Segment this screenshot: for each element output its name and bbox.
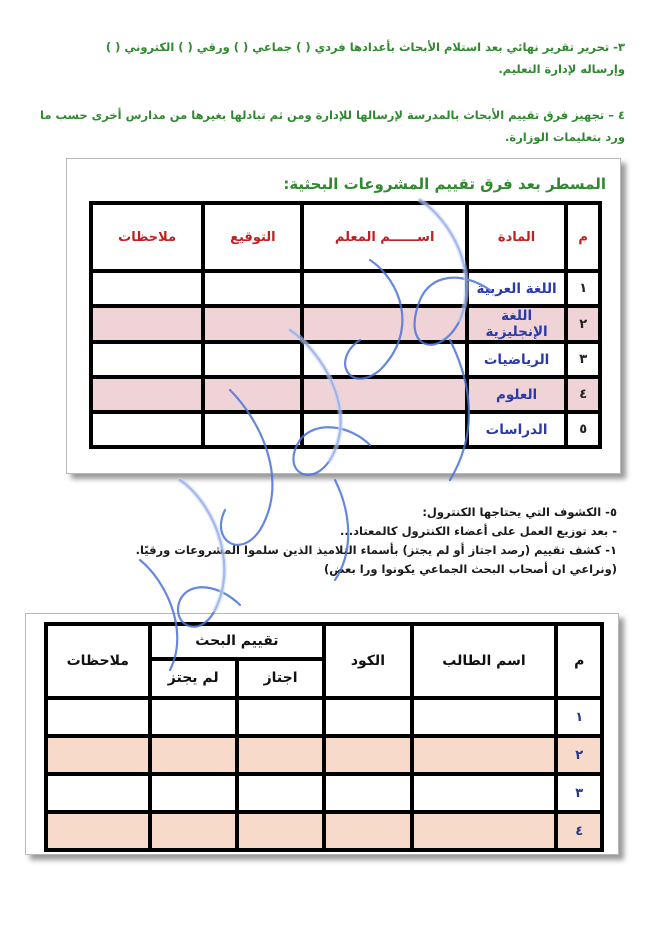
students-table-header-row-1: [46, 624, 602, 659]
teacher-name-cell[interactable]: [302, 306, 466, 342]
students-table-box: [25, 613, 619, 855]
notes-cell[interactable]: [46, 736, 150, 774]
row-number: ٢: [566, 306, 600, 342]
row-subject: الدراسات: [467, 412, 567, 447]
header-student-name: اسم الطالب: [412, 624, 557, 698]
paragraph-3-line-2: وإرساله لإدارة التعليم.: [498, 62, 625, 76]
row-number: ٤: [556, 812, 602, 850]
row-number: ٣: [566, 342, 600, 377]
not-passed-cell[interactable]: [150, 698, 237, 736]
header-passed: اجتاز: [237, 659, 324, 698]
notes-cell[interactable]: [91, 306, 203, 342]
header-not-passed: لم يجتز: [150, 659, 237, 698]
students-evaluation-table: [44, 622, 604, 852]
row-subject: الرياضيات: [467, 342, 567, 377]
row-number: ٤: [566, 377, 600, 412]
paragraph-4: [30, 104, 625, 148]
row-number: ١: [566, 271, 600, 306]
row-number: ٥: [566, 412, 600, 447]
header-subject: المادة: [467, 203, 567, 271]
teachers-table-title: المسطر بعد فرق تقييم المشروعات البحثية:: [283, 175, 606, 193]
row-subject: العلوم: [467, 377, 567, 412]
table-row: [91, 271, 600, 306]
control-line-4: (ونراعي ان أصحاب البحث الجماعي يكونوا ورا بعض): [324, 562, 617, 576]
notes-cell[interactable]: [91, 271, 203, 306]
code-cell[interactable]: [324, 698, 411, 736]
header-notes: ملاحظات: [91, 203, 203, 271]
paragraph-4-line-2: ورد بتعليمات الوزارة.: [505, 130, 625, 144]
not-passed-cell[interactable]: [150, 736, 237, 774]
header-number: م: [556, 624, 602, 698]
not-passed-cell[interactable]: [150, 812, 237, 850]
control-line-2: - بعد توزيع العمل على أعضاء الكنترول كالمعتاد...: [340, 524, 617, 538]
code-cell[interactable]: [324, 736, 411, 774]
signature-cell[interactable]: [203, 412, 302, 447]
paragraph-4-line-1: ٤ – تجهيز فرق تقييم الأبحاث بالمدرسة لإرسالها للإدارة ومن ثم تبادلها بغيرها من مدارس أخرى حسب ما: [40, 108, 625, 122]
paragraph-3-line-1: ٣- تحرير تقرير نهائي بعد استلام الأبحاث بأعدادها فردي ( ) جماعي ( ) ورقي ( ) الكتروني ( ): [105, 40, 625, 54]
passed-cell[interactable]: [237, 698, 324, 736]
header-notes: ملاحظات: [46, 624, 150, 698]
passed-cell[interactable]: [237, 736, 324, 774]
header-number: م: [566, 203, 600, 271]
teachers-table-header: [91, 203, 600, 271]
code-cell[interactable]: [324, 774, 411, 812]
student-name-cell[interactable]: [412, 774, 557, 812]
header-signature: التوقيع: [203, 203, 302, 271]
signature-cell[interactable]: [203, 271, 302, 306]
passed-cell[interactable]: [237, 774, 324, 812]
table-row: [46, 698, 602, 736]
row-subject: اللغة الإنجليزية: [467, 306, 567, 342]
paragraph-3: [30, 36, 625, 80]
teacher-name-cell[interactable]: [302, 412, 466, 447]
notes-cell[interactable]: [46, 774, 150, 812]
control-line-3: ١- كشف تقييم (رصد اجتاز أو لم يجتز) بأسماء التلاميذ الذين سلموا المشروعات ورقيًا.: [135, 543, 617, 557]
teacher-name-cell[interactable]: [302, 377, 466, 412]
table-row: [46, 736, 602, 774]
header-code: الكود: [324, 624, 411, 698]
table-row: [91, 412, 600, 447]
notes-cell[interactable]: [91, 342, 203, 377]
signature-cell[interactable]: [203, 306, 302, 342]
signature-cell[interactable]: [203, 342, 302, 377]
header-teacher-name: اســــــم المعلم: [302, 203, 466, 271]
row-subject: اللغة العربية: [467, 271, 567, 306]
table-row: [46, 812, 602, 850]
student-name-cell[interactable]: [412, 812, 557, 850]
control-heading: ٥- الكشوف التي يحتاجها الكنترول:: [422, 505, 617, 519]
table-row: [46, 774, 602, 812]
teachers-table-box: [66, 158, 621, 474]
row-number: ٢: [556, 736, 602, 774]
code-cell[interactable]: [324, 812, 411, 850]
control-section: [30, 503, 617, 579]
student-name-cell[interactable]: [412, 736, 557, 774]
notes-cell[interactable]: [91, 377, 203, 412]
row-number: ١: [556, 698, 602, 736]
student-name-cell[interactable]: [412, 698, 557, 736]
teachers-table: [89, 201, 602, 449]
teacher-name-cell[interactable]: [302, 342, 466, 377]
signature-cell[interactable]: [203, 377, 302, 412]
notes-cell[interactable]: [46, 698, 150, 736]
notes-cell[interactable]: [91, 412, 203, 447]
teacher-name-cell[interactable]: [302, 271, 466, 306]
notes-cell[interactable]: [46, 812, 150, 850]
table-row: [91, 377, 600, 412]
table-row: [91, 306, 600, 342]
table-row: [91, 342, 600, 377]
row-number: ٣: [556, 774, 602, 812]
passed-cell[interactable]: [237, 812, 324, 850]
not-passed-cell[interactable]: [150, 774, 237, 812]
header-research-evaluation: تقييم البحث: [150, 624, 325, 659]
